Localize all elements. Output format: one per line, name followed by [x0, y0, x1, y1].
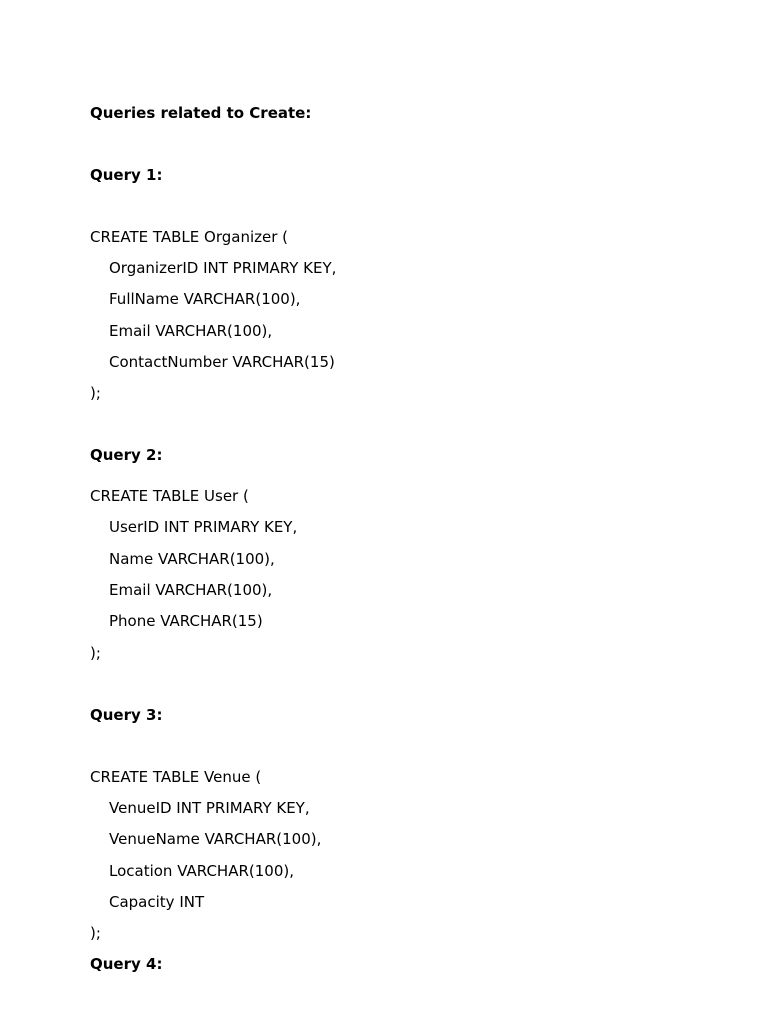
- query-1-column: Email VARCHAR(100),: [109, 322, 273, 340]
- query-1-create-statement: CREATE TABLE Organizer (: [90, 228, 289, 246]
- query-2-label: Query 2:: [90, 446, 163, 464]
- query-1-column: OrganizerID INT PRIMARY KEY,: [109, 259, 337, 277]
- query-2-column: Name VARCHAR(100),: [109, 550, 275, 568]
- query-1-column: FullName VARCHAR(100),: [109, 290, 301, 308]
- section-heading: Queries related to Create:: [90, 104, 312, 122]
- query-1-column: ContactNumber VARCHAR(15): [109, 353, 335, 371]
- query-3-label: Query 3:: [90, 706, 163, 724]
- query-1-close: );: [90, 384, 101, 402]
- query-2-create-statement: CREATE TABLE User (: [90, 487, 249, 505]
- query-3-create-statement: CREATE TABLE Venue (: [90, 768, 262, 786]
- query-2-column: UserID INT PRIMARY KEY,: [109, 518, 298, 536]
- query-3-column: VenueName VARCHAR(100),: [109, 830, 322, 848]
- query-4-label: Query 4:: [90, 955, 163, 973]
- query-3-column: Location VARCHAR(100),: [109, 862, 294, 880]
- query-3-close: );: [90, 924, 101, 942]
- query-1-label: Query 1:: [90, 166, 163, 184]
- query-2-close: );: [90, 644, 101, 662]
- query-2-column: Email VARCHAR(100),: [109, 581, 273, 599]
- query-2-column: Phone VARCHAR(15): [109, 612, 263, 630]
- query-3-column: VenueID INT PRIMARY KEY,: [109, 799, 310, 817]
- query-3-column: Capacity INT: [109, 893, 205, 911]
